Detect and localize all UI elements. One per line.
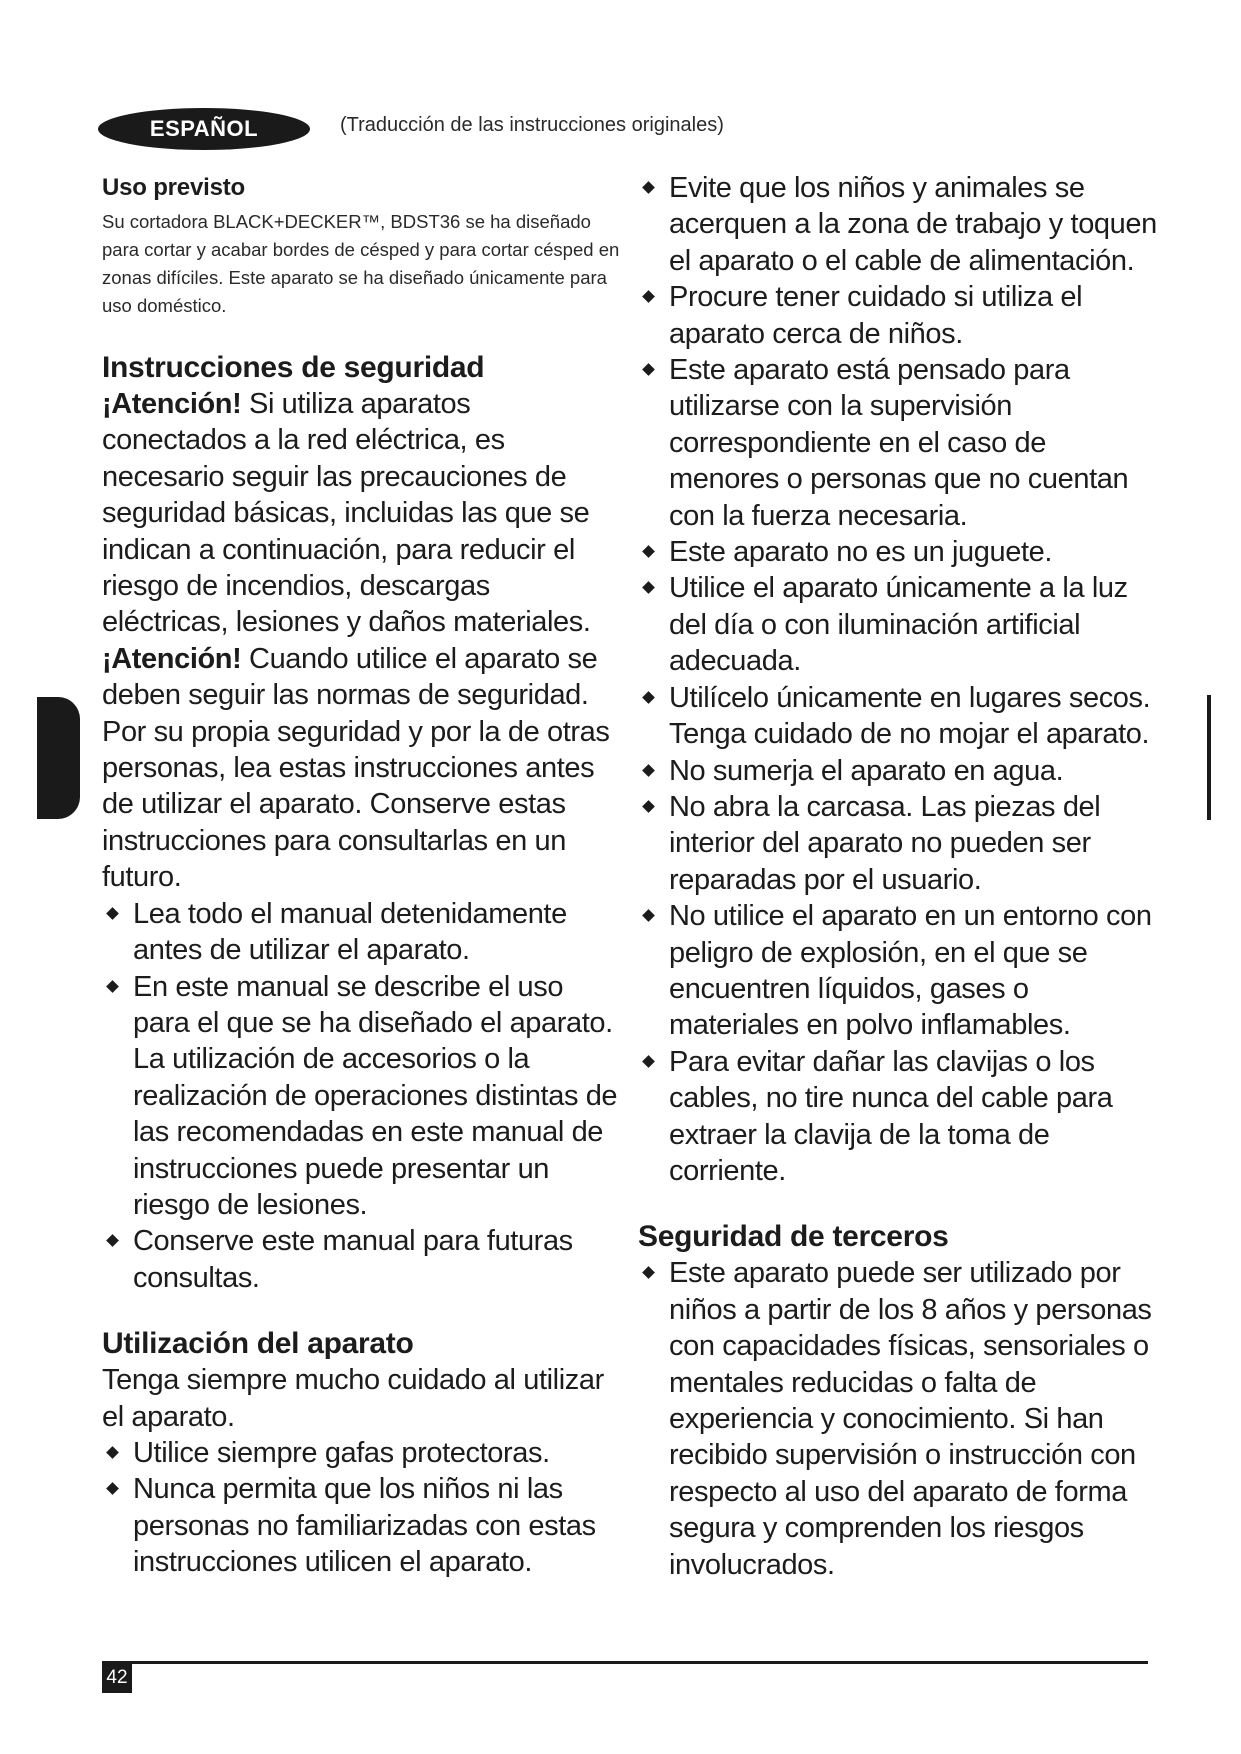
- list-item: Este aparato no es un juguete.: [638, 534, 1158, 570]
- list-item: Conserve este manual para futuras consultas.: [102, 1223, 622, 1296]
- list-item: No sumerja el aparato en agua.: [638, 753, 1158, 789]
- usage-text: Tenga siempre mucho cuidado al utilizar el aparato.: [102, 1364, 604, 1433]
- safety-bullet-list-continued: [638, 170, 1158, 1189]
- safety-warning-1: [102, 386, 622, 641]
- list-item: Para evitar dañar las clavijas o los cables, no tire nunca del cable para extraer la clavija de la toma de corriente.: [638, 1044, 1158, 1190]
- list-item: Evite que los niños y animales se acerquen a la zona de trabajo y toquen el aparato o el cable de alimentación.: [638, 170, 1158, 279]
- page-number: 42: [102, 1663, 132, 1693]
- warning-label: ¡Atención!: [102, 642, 242, 675]
- right-column: [638, 170, 1158, 1583]
- bullet-diamond-icon: [642, 764, 655, 777]
- list-item: Nunca permita que los niños ni las personas no familiarizadas con estas instrucciones utilicen el aparato.: [102, 1471, 622, 1580]
- safety-warning-2: [102, 641, 622, 896]
- bullet-diamond-icon: [106, 1234, 119, 1247]
- safety-instructions-title: Instrucciones de seguridad: [102, 351, 485, 384]
- bullet-diamond-icon: [642, 181, 655, 194]
- list-item: Utilice siempre gafas protectoras.: [102, 1435, 622, 1471]
- language-badge: ESPAÑOL: [98, 108, 310, 150]
- bullet-diamond-icon: [642, 691, 655, 704]
- bullet-diamond-icon: [106, 980, 119, 993]
- list-item: Utilícelo únicamente en lugares secos. Tenga cuidado de no mojar el aparato.: [638, 680, 1158, 753]
- bullet-diamond-icon: [106, 907, 119, 920]
- left-column: [102, 170, 622, 1581]
- bullet-diamond-icon: [642, 1267, 655, 1280]
- intended-use-title: Uso previsto: [102, 174, 245, 201]
- bullet-diamond-icon: [642, 582, 655, 595]
- bullet-diamond-icon: [642, 909, 655, 922]
- list-item: No utilice el aparato en un entorno con peligro de explosión, en el que se encuentren líquidos, gases o materiales en polvo inflamables.: [638, 898, 1158, 1044]
- section-side-rule: [1207, 695, 1211, 820]
- list-item: No abra la carcasa. Las piezas del interior del aparato no pueden ser reparadas por el usuario.: [638, 789, 1158, 898]
- third-party-safety-title: Seguridad de terceros: [638, 1220, 949, 1254]
- list-item: Este aparato puede ser utilizado por niños a partir de los 8 años y personas con capacidades físicas, sensoriales o mentales reducidas o falta de experiencia y conocimiento. Si han recibido supervisión o instrucción con respecto al uso del aparato de forma segura y comprenden los riesgos involucrados.: [638, 1255, 1158, 1583]
- bullet-diamond-icon: [106, 1446, 119, 1459]
- list-item: Procure tener cuidado si utiliza el aparato cerca de niños.: [638, 279, 1158, 352]
- bullet-diamond-icon: [642, 363, 655, 376]
- third-party-bullet-list: [638, 1255, 1158, 1583]
- safety-bullet-list: [102, 896, 622, 1296]
- warning-label: ¡Atención!: [102, 388, 242, 420]
- bullet-diamond-icon: [642, 290, 655, 303]
- bullet-diamond-icon: [642, 800, 655, 813]
- bullet-diamond-icon: [642, 545, 655, 558]
- warning-text: Cuando utilice el aparato se deben seguir las normas de seguridad. Por su propia seguridad y por la de otras personas, lea estas instrucciones antes de utilizar el aparato. Conserve estas instrucciones para consultarlas en un futuro.: [102, 642, 610, 894]
- usage-title: Utilización del aparato: [102, 1327, 414, 1361]
- usage-bullet-list: [102, 1435, 622, 1581]
- list-item: En este manual se describe el uso para el que se ha diseñado el aparato. La utilización de accesorios o la realización de operaciones distintas de las recomendadas en este manual de instrucciones puede presentar un riesgo de lesiones.: [102, 969, 622, 1224]
- translation-note: (Traducción de las instrucciones originales): [340, 114, 724, 136]
- list-item: Lea todo el manual detenidamente antes de utilizar el aparato.: [102, 896, 622, 969]
- list-item: Este aparato está pensado para utilizarse con la supervisión correspondiente en el caso de menores o personas que no cuentan con la fuerza necesaria.: [638, 352, 1158, 534]
- warning-text: Si utiliza aparatos conectados a la red eléctrica, es necesario seguir las precauciones de seguridad básicas, incluidas las que se indican a continuación, para reducir el riesgo de incendios, descargas eléctricas, lesiones y daños materiales.: [102, 388, 591, 639]
- intended-use-text: Su cortadora BLACK+DECKER™, BDST36 se ha diseñado para cortar y acabar bordes de césped y para cortar césped en zonas difíciles. Este aparato se ha diseñado únicamente para uso doméstico.: [102, 211, 620, 316]
- footer-rule: [102, 1661, 1148, 1664]
- section-tab-marker: [37, 697, 80, 819]
- bullet-diamond-icon: [106, 1483, 119, 1496]
- bullet-diamond-icon: [642, 1055, 655, 1068]
- list-item: Utilice el aparato únicamente a la luz del día o con iluminación artificial adecuada.: [638, 570, 1158, 679]
